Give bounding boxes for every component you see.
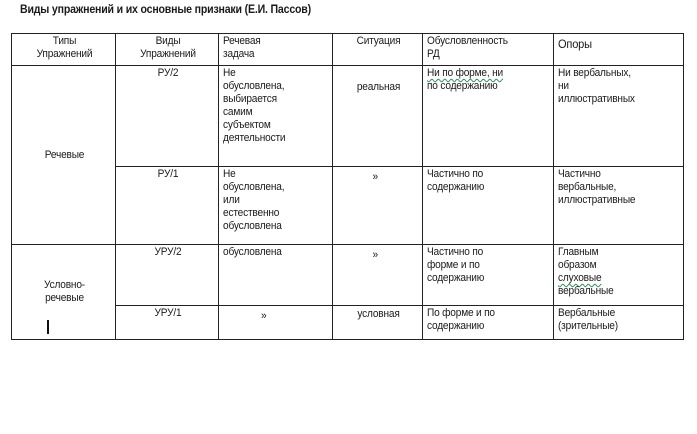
supports-line: Вербальные — [558, 307, 616, 319]
table-row — [12, 245, 684, 306]
supports-line: вербальные, — [558, 181, 617, 193]
header-types-line2: Упражнений — [36, 48, 93, 60]
supports-line: вербальные — [558, 285, 614, 297]
situation-text: реальная — [356, 81, 401, 93]
supports-line: иллюстративные — [558, 194, 636, 206]
cell-task — [219, 167, 333, 245]
cell-supports — [554, 66, 684, 167]
header-kinds-line1: Виды — [155, 35, 181, 47]
task-line: или — [223, 194, 240, 206]
cell-task — [219, 245, 333, 306]
cell-kind — [116, 245, 219, 306]
task-line: самим — [223, 106, 253, 118]
cell-kind — [116, 306, 219, 340]
cell-kind — [116, 66, 219, 167]
kind-text: РУ/2 — [157, 67, 179, 79]
header-speech-task — [219, 34, 333, 66]
document-title: Виды упражнений и их основные признаки (Е.И. Пассов) — [20, 4, 311, 16]
task-line: обусловлена, — [223, 80, 285, 92]
task-line: обусловлена — [223, 220, 282, 232]
supports-line: Ни вербальных, — [558, 67, 631, 79]
cell-task — [219, 66, 333, 167]
task-line: деятельности — [223, 132, 286, 144]
task-line: субъектом — [223, 119, 271, 131]
cell-supports — [554, 306, 684, 340]
cell-conditioned — [423, 167, 554, 245]
group-speech — [12, 66, 116, 245]
task-line: обусловлена — [223, 246, 282, 258]
task-line: естественно — [223, 207, 280, 219]
supports-line: образом — [558, 259, 597, 271]
header-supports — [554, 34, 684, 66]
task-line: » — [261, 310, 267, 322]
group-conditional-speech — [12, 245, 116, 340]
situation-text: » — [372, 249, 378, 261]
situation-text: условная — [357, 308, 400, 320]
conditioned-line: По форме и по — [427, 307, 495, 319]
header-kinds-line2: Упражнений — [140, 48, 196, 60]
header-types — [12, 34, 116, 66]
cell-kind — [116, 167, 219, 245]
header-kinds — [116, 34, 219, 66]
cell-conditioned — [423, 66, 554, 167]
supports-line: ни — [558, 80, 569, 92]
situation-text: » — [372, 171, 378, 183]
cell-supports — [554, 167, 684, 245]
text-cursor — [47, 320, 49, 334]
header-conditioned-line1: Обусловленность — [427, 35, 508, 47]
cell-situation — [333, 306, 423, 340]
cell-supports — [554, 245, 684, 306]
supports-line: (зрительные) — [558, 320, 618, 332]
supports-line: иллюстративных — [558, 93, 635, 105]
conditioned-line: содержанию — [427, 320, 485, 332]
cell-conditioned — [423, 245, 554, 306]
header-situation-text: Ситуация — [356, 35, 401, 47]
conditioned-line: содержанию — [427, 181, 485, 193]
header-task-line2: задача — [223, 48, 255, 60]
task-line: выбирается — [223, 93, 277, 105]
header-types-line1: Типы — [52, 35, 77, 47]
group-conditional-line2: речевые — [45, 292, 84, 304]
table-row — [12, 66, 684, 167]
kind-text: УРУ/2 — [154, 246, 182, 258]
header-situation — [333, 34, 423, 66]
supports-line: Главным — [558, 246, 599, 258]
cell-task — [219, 306, 333, 340]
table-header-row — [12, 34, 684, 66]
header-conditioned — [423, 34, 554, 66]
cell-situation — [333, 167, 423, 245]
cell-situation — [333, 66, 423, 167]
header-task-line1: Речевая — [223, 35, 261, 47]
conditioned-line: содержанию — [427, 272, 485, 284]
group-conditional-line1: Условно- — [44, 279, 85, 291]
conditioned-line: форме и по — [427, 259, 480, 271]
supports-line: слуховые — [558, 272, 602, 284]
conditioned-line: Частично по — [427, 246, 484, 258]
header-supports-text: Опоры — [558, 37, 592, 51]
conditioned-line: Частично по — [427, 168, 484, 180]
conditioned-line: Ни по форме, ни — [427, 67, 503, 79]
cell-conditioned — [423, 306, 554, 340]
conditioned-line: по содержанию — [427, 80, 498, 92]
header-conditioned-line2: РД — [427, 48, 440, 60]
task-line: Не — [223, 67, 236, 79]
group-speech-label: Речевые — [44, 148, 85, 161]
exercises-table — [11, 33, 684, 340]
kind-text: РУ/1 — [157, 168, 179, 180]
supports-line: Частично — [558, 168, 601, 180]
task-line: Не — [223, 168, 236, 180]
kind-text: УРУ/1 — [154, 307, 182, 319]
task-line: обусловлена, — [223, 181, 285, 193]
cell-situation — [333, 245, 423, 306]
